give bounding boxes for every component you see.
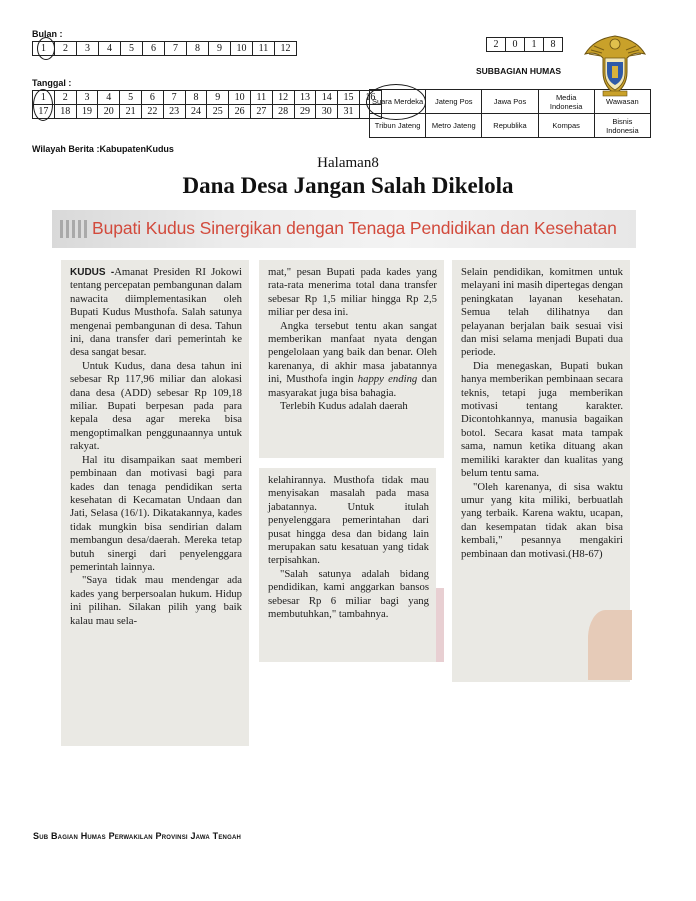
tanggal-cell: 17 bbox=[33, 105, 55, 119]
dateline: KUDUS - bbox=[70, 267, 115, 278]
wilayah-berita: Wilayah Berita :KabupatenKudus bbox=[32, 144, 174, 154]
article-column-2-bottom bbox=[259, 468, 436, 662]
newspaper-clipping bbox=[52, 210, 636, 765]
banner-title: Bupati Kudus Sinergikan dengan Tenaga Pendidikan dan Kesehatan bbox=[92, 218, 617, 238]
tanggal-cell: 11 bbox=[250, 91, 272, 105]
subbagian-humas: SUBBAGIAN HUMAS bbox=[476, 66, 561, 76]
photo-corner bbox=[588, 610, 632, 680]
tanggal-cell: 28 bbox=[272, 105, 294, 119]
col2-paragraph-2-end: dan masyarakat juga bisa bahagia. bbox=[268, 373, 437, 399]
tanggal-label: Tanggal : bbox=[32, 78, 72, 88]
bulan-cell: 7 bbox=[165, 42, 187, 56]
provincial-crest-logo bbox=[583, 28, 647, 98]
headline: Dana Desa Jangan Salah Dikelola bbox=[182, 173, 514, 198]
tanggal-cell: 4 bbox=[98, 91, 120, 105]
col2-paragraph-2-text: Angka tersebut tentu akan sangat memberikan manfaat nyata dengan pengelolaan yang baik dan benar. Oleh karenanya, di akhir masa jabatannya ini, Musthofa ingin bbox=[268, 319, 437, 386]
bulan-cell: 4 bbox=[99, 42, 121, 56]
col3-paragraph-2: Dia menegaskan, Bupati bukan hanya memberikan pembinaan secara teknis, tetapi juga memberikan motivasi tentang karakter. Dicontohkannya, manusia bagaikan botol. Secara kasat mata tampak sama, namun ketika dituang akan memiliki karakter dan kualitas yang belum tentu sama. bbox=[461, 359, 623, 480]
year-cell: 1 bbox=[525, 38, 544, 52]
media-outlet-cell: Bisnis Indonesia bbox=[594, 114, 650, 138]
media-outlet-cell: Republika bbox=[482, 114, 538, 138]
bulan-cell: 10 bbox=[231, 42, 253, 56]
tanggal-cell: 6 bbox=[141, 91, 163, 105]
photo-edge bbox=[436, 588, 444, 662]
media-outlet-cell: Jateng Pos bbox=[426, 90, 482, 114]
tanggal-cell: 1 bbox=[33, 91, 55, 105]
banner-decoration bbox=[60, 220, 88, 238]
footer: Sub Bagian Humas Perwakilan Provinsi Jawa Tengah bbox=[33, 831, 242, 841]
tanggal-cell: 27 bbox=[250, 105, 272, 119]
article-column-2-top bbox=[259, 260, 444, 458]
media-outlet-cell: Tribun Jateng bbox=[370, 114, 426, 138]
page-number: Halaman8 bbox=[317, 155, 379, 171]
col1-paragraph-4: "Saya tidak mau mendengar ada kades yang berpersoalan hukum. Hidup ini pilihan. Silakan pilih yang baik kalau mau sela- bbox=[70, 574, 242, 627]
bulan-cell: 6 bbox=[143, 42, 165, 56]
media-outlet-cell: Suara Merdeka bbox=[370, 90, 426, 114]
tanggal-cell: 30 bbox=[316, 105, 338, 119]
media-outlet-cell: Wawasan bbox=[594, 90, 650, 114]
tanggal-circle-mark bbox=[33, 89, 53, 121]
bulan-cell: 8 bbox=[187, 42, 209, 56]
tanggal-cell: 29 bbox=[294, 105, 316, 119]
clipping-banner bbox=[52, 210, 636, 248]
tanggal-cell: 5 bbox=[120, 91, 142, 105]
tanggal-cell: 18 bbox=[54, 105, 76, 119]
bulan-cell: 3 bbox=[77, 42, 99, 56]
tanggal-cell: 26 bbox=[229, 105, 251, 119]
tanggal-cell: 19 bbox=[76, 105, 98, 119]
year-cell: 0 bbox=[506, 38, 525, 52]
tanggal-cell: 3 bbox=[76, 91, 98, 105]
bulan-circle-mark bbox=[37, 37, 55, 60]
bulan-cell: 11 bbox=[253, 42, 275, 56]
col2-paragraph-2 bbox=[268, 320, 437, 400]
col2-paragraph-1: mat," pesan Bupati pada kades yang rata-rata menerima total dana transfer sebesar Rp 1,5 miliar hingga Rp 2,5 miliar per desa ini. bbox=[268, 266, 437, 319]
tanggal-cell: 31 bbox=[338, 105, 360, 119]
col2-italic-phrase: happy ending bbox=[357, 373, 418, 386]
year-cell: 2 bbox=[487, 38, 506, 52]
tanggal-cell: 21 bbox=[120, 105, 142, 119]
tanggal-cell: 25 bbox=[207, 105, 229, 119]
tanggal-cell: 8 bbox=[185, 91, 207, 105]
col2b-paragraph-2: "Salah satunya adalah bidang pendidikan, kami anggarkan bansos sebesar Rp 6 miliar bagi yang membutuhkan," tambahnya. bbox=[268, 567, 429, 621]
bulan-cell: 5 bbox=[121, 42, 143, 56]
media-circle-mark bbox=[366, 84, 426, 120]
tanggal-cell: 22 bbox=[141, 105, 163, 119]
tanggal-cell: 10 bbox=[229, 91, 251, 105]
tanggal-cell: 12 bbox=[272, 91, 294, 105]
year-grid bbox=[486, 37, 563, 52]
col3-paragraph-3: "Oleh karenanya, di sisa waktu umur yang kita miliki, berbuatlah yang terbaik. Karena waktu, ucapan, dan kesempatan tidak akan bisa kembali," pesannya mengakiri pembinaan dan motivasi.(H8-67) bbox=[461, 480, 623, 560]
tanggal-cell: 20 bbox=[98, 105, 120, 119]
tanggal-cell: 14 bbox=[316, 91, 338, 105]
bulan-cell: 2 bbox=[55, 42, 77, 56]
bulan-cell: 9 bbox=[209, 42, 231, 56]
col1-paragraph-2: Untuk Kudus, dana desa tahun ini sebesar Rp 117,96 miliar dan alokasi dana desa (ADD) sebesar Rp 109,18 miliar. Bupati berpesan pada para kepala desa agar mereka bisa mengoptimalkan penggunaannya untuk rakyat. bbox=[70, 359, 242, 453]
col2-paragraph-3: Terlebih Kudus adalah daerah bbox=[280, 400, 408, 413]
media-outlet-cell: Metro Jateng bbox=[426, 114, 482, 138]
tanggal-cell: 9 bbox=[207, 91, 229, 105]
bulan-cell: 1 bbox=[33, 42, 55, 56]
media-outlet-cell: Kompas bbox=[538, 114, 594, 138]
tanggal-cell: 7 bbox=[163, 91, 185, 105]
tanggal-cell: 2 bbox=[54, 91, 76, 105]
tanggal-cell: 13 bbox=[294, 91, 316, 105]
col2b-paragraph-1: kelahirannya. Musthofa tidak mau menyisakan masalah pada masa jabatannya. Untuk itulah penyelenggara pemerintahan dari pusat hingga desa dan bidang lain merupakan satu kesatuan yang tidak terpisahkan. bbox=[268, 474, 429, 567]
article-column-1 bbox=[61, 260, 249, 746]
tanggal-cell: 24 bbox=[185, 105, 207, 119]
year-cell: 8 bbox=[544, 38, 563, 52]
tanggal-cell: 15 bbox=[338, 91, 360, 105]
bulan-cell: 12 bbox=[275, 42, 297, 56]
col1-paragraph-1: Amanat Presiden RI Jokowi tentang percepatan pembangunan dalam nawacita diimplementasikan oleh Bupati Kudus Musthofa. Salah satunya mengenai pembangunan di desa. Tahun ini, dana transfer dari pemerintah ke desa sangat besar. bbox=[70, 266, 243, 359]
col1-paragraph-3: Hal itu disampaikan saat memberi pembinaan dan motivasi bagi para kades dan tenaga pendidikan serta kesehatan di Kecamatan Undaan dan Jati, Selasa (16/1). Dikatakannya, kades tidak mungkin bisa sendirian dalam membangun desa/daerah. Mereka tetap butuh sinergi dari penyelenggara pemerintah lainnya. bbox=[70, 453, 242, 573]
bulan-grid bbox=[32, 41, 297, 56]
col3-paragraph-1: Selain pendidikan, komitmen untuk melayani ini masih dipertegas dengan peningkatan layanan kesehatan. Semua telah dilihatnya dan pelayanan berjalan baik sesuai visi dan misi selama menjadi Bupati dua periode. bbox=[461, 266, 623, 359]
tanggal-cell: 16 bbox=[359, 91, 381, 105]
media-outlet-cell: Jawa Pos bbox=[482, 90, 538, 114]
tanggal-cell: 23 bbox=[163, 105, 185, 119]
media-outlet-cell: Media Indonesia bbox=[538, 90, 594, 114]
bulan-label: Bulan : bbox=[32, 29, 63, 39]
tanggal-grid bbox=[32, 90, 382, 119]
